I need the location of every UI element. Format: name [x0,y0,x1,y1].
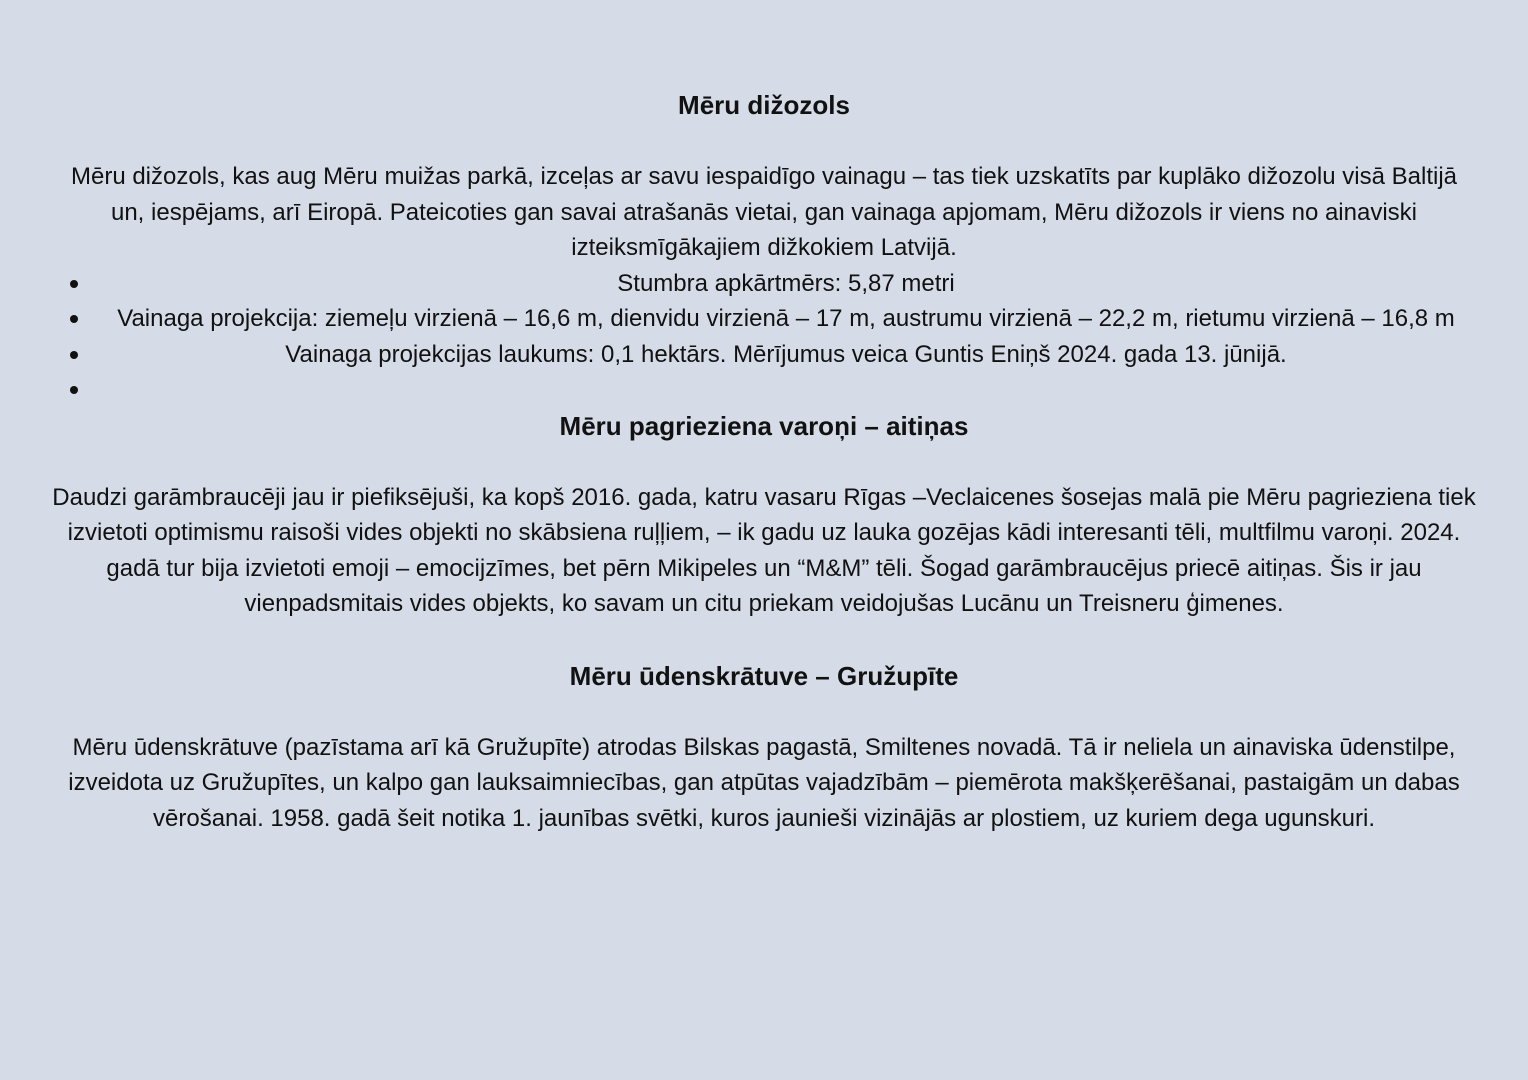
list-item: Stumbra apkārtmērs: 5,87 metri [52,266,1476,302]
section-oak-body: Mēru dižozols, kas aug Mēru muižas parkā, izceļas ar savu iespaidīgo vainagu – tas tiek uzskatīts par kuplāko dižozolu visā Baltijā un, iespējams, arī Eiropā. Pateicoties gan savai atrašanās vietai, gan vainaga apjomam, Mēru dižozols ir viens no ainaviski izteiksmīgākajiem dižkokiem Latvijā. [70,163,1457,261]
empty-list-item [52,372,1476,408]
section-sheep-title: Mēru pagrieziena varoņi – aitiņas [559,410,969,441]
section-reservoir-title: Mēru ūdenskrātuve – Gružupīte [569,660,959,691]
spacer [52,622,1476,658]
section-reservoir [52,658,1476,837]
list-item: Vainaga projekcijas laukums: 0,1 hektārs. Mērījumus veica Guntis Eniņš 2024. gada 13. jūnijā. [52,337,1476,373]
section-sheep [52,408,1476,622]
spacer [52,694,1476,730]
spacer [52,444,1476,480]
spacer [52,123,1476,159]
section-reservoir-body: Mēru ūdenskrātuve (pazīstama arī kā Gružupīte) atrodas Bilskas pagastā, Smiltenes novadā. Tā ir neliela un ainaviska ūdenstilpe, izveidota uz Gružupītes, un kalpo gan lauksaimniecības, gan atpūtas vajadzībām – piemērota makšķerēšanai, pastaigām un dabas vērošanai. 1958. gadā šeit notika 1. jaunības svētki, kuros jaunieši vizinājās ar plostiem, uz kuriem dega ugunskuri. [68,733,1460,832]
oak-facts-list [52,266,1476,408]
section-sheep-body: Daudzi garāmbraucēji jau ir piefiksējuši, ka kopš 2016. gada, katru vasaru Rīgas –Veclaicenes šosejas malā pie Mēru pagrieziena tiek izvietoti optimismu raisoši vides objekti no skābsiena ruļļiem, – ik gadu uz lauka gozējas kādi interesanti tēli, multfilmu varoņi. 2024. gadā tur bija izvietoti emoji – emocijzīmes, bet pērn Mikipeles un “M&M” tēli. Šogad garāmbraucējus priecē aitiņas. Šis ir jau vienpadsmitais vides objekts, ko savam un citu priekam veidojušas Lucānu un Treisneru ģimenes. [52,483,1476,617]
list-item: Vainaga projekcija: ziemeļu virzienā – 16,6 m, dienvidu virzienā – 17 m, austrumu virzienā – 22,2 m, rietumu virzienā – 16,8 m [52,301,1476,337]
section-oak-title: Mēru dižozols [678,90,850,120]
section-oak [52,87,1476,408]
document-content [52,87,1476,836]
